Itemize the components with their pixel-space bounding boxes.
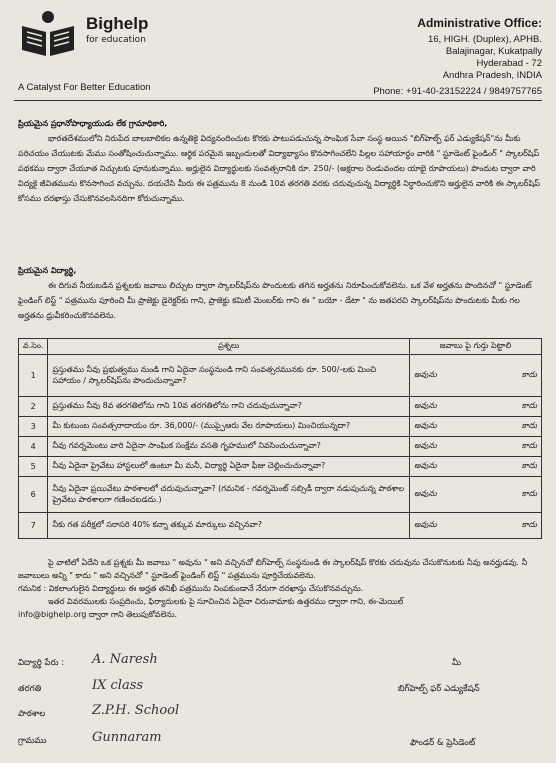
answer-yes[interactable]: అవును: [414, 401, 437, 410]
answer-no[interactable]: కాదు: [521, 401, 537, 410]
header-serial: వ.సెం.: [19, 339, 48, 355]
answer-yes[interactable]: అవును: [414, 461, 437, 470]
contact-paragraph: ఇతర వివరములకు సంప్రదించు, ఫిర్యాదులకు పై సూచించిన ఏదైనా చిరునామాకు ఉత్తరము ద్వారా గాని, ఈ-మెయిల్: [48, 597, 404, 606]
handwritten-class: IX class: [92, 678, 144, 693]
table-row: [19, 457, 542, 477]
answer-cell[interactable]: [410, 417, 542, 437]
question-text: ప్రస్తుతము నీవు 8వ తరగతిలోను గాని 10వ తరగతిలోను గాని చదువుచున్నావా?: [48, 397, 410, 417]
answer-no[interactable]: కాదు: [521, 489, 537, 498]
address-line: Hyderabad - 72: [476, 58, 542, 69]
student-paragraph: ఈ దిగువ నీయబడిన ప్రశ్నలకు జవాబు లిచ్చుట ద్వారా స్కాలర్‌షిప్‌ను పొందుటకు తగిన అర్హతను నిరూపించుకోవలెను. ఒక వేళ అర్హతను పొందినచో " స్టూడెంట్ ఫైండింగ్ లిస్ట్ " పత్రమును పూరించి మీ ప్రాజెక్టు డైరెక్టర్‌కు గాని, ప్రాజెక్టు కమిటీ మెంబర్‌కు గాని ఈ " బయో - డేటా " ను జతపరచి స్కాలర్‌షిప్‌ను పొందుటకు మీకు గల అర్హతను ధ్రువీకరించుకొనవలెను.: [18, 281, 532, 320]
header-answer: జవాబు పై గుర్తు పెట్టాలి: [410, 339, 542, 355]
table-row: [19, 355, 542, 397]
handwritten-village: Gunnaram: [92, 730, 162, 745]
row-number: 4: [19, 437, 48, 457]
office-phone: Phone: +91-40-23152224 / 9849757765: [373, 86, 542, 97]
row-number: 2: [19, 397, 48, 417]
table-header-row: [19, 339, 542, 355]
question-text: మీ కుటుంబ సంవత్సరాదాయం రూ. 36,000/- (ముప్పైఆరు వేల రూపాయలు) మించియున్నదా?: [48, 417, 410, 437]
answer-yes[interactable]: అవును: [414, 489, 437, 498]
address-line: 16, HIGH. (Duplex), APHB.: [427, 34, 542, 45]
address-line: Balajinagar, Kukatpally: [445, 46, 542, 57]
row-number: 7: [19, 513, 48, 539]
label-student-name: విద్యార్థి పేరు :: [18, 658, 65, 668]
label-school: పాఠశాల: [18, 709, 46, 719]
email-line: info@bighelp.org ద్వారా గాని తెలుపుకోవలెను.: [18, 610, 178, 619]
table-row: [19, 477, 542, 513]
label-village: గ్రామము: [18, 736, 47, 746]
question-text: నీవు ఏదైనా ప్రయివేటు పాఠశాలలో చదువుచున్నావా? (గమనిక - గవర్నమెంట్ సబ్సిడీ ద్వారా నడుపుచున్న పాఠశాల ప్రైవేటు పాఠశాలగా గణించబడదు.): [48, 477, 410, 513]
intro-paragraph: భారతదేశములోని నిరుపేద బాలబాలికల ఉన్నతికై విద్యనందించుట కొరకు పాటుపడుచున్న సాంఘిక సేవా సంస్థ అయిన "బిగ్‌హెల్ప్ ఫర్ ఎడ్యుకేషన్"ను మీకు పరిచయం చేయుటకు మేము సంతోషించుచున్నాము. ఆర్థిక పరమైన ఇబ్బందులతో విద్యాభ్యాసం కొనసాగించలేని పిల్లల సహాయార్థం వారికి " స్టూడెంట్ ఫైండింగ్ " స్కాలర్‌షిప్ పథకము ద్వారా చేయూత నిచ్చుటకు పూనుకున్నాము. అర్హులైన విద్యార్థులకు సంవత్సరానికి రూ. 250/- (అక్షరాల రెండువందల యాభై రూపాయలు) పొందుట ద్వారా వారి విద్యకై జీవితమును కొనసాగించ వచ్చును. దయచేసి మీరు ఈ పత్రమును 8 నుండి 10వ తరగతి వరకు చదువుచున్న విద్యార్థికి నిర్ధారించుకొని అర్హులైన వారికి ఈ స్కాలర్‌షిప్ కోసము దరఖాస్తు చేసుకొనవలసినదిగా కోరుచున్నాము.: [18, 134, 540, 203]
office-title: Administrative Office:: [417, 16, 542, 30]
answer-yes[interactable]: అవును: [414, 520, 437, 529]
header-divider: [14, 100, 542, 101]
answer-cell[interactable]: [410, 437, 542, 457]
brand-subtitle: for education: [86, 35, 146, 45]
signature-closing: మీ: [452, 658, 461, 668]
answer-no[interactable]: కాదు: [521, 370, 537, 379]
question-text: నీవు గవర్నమెంటు వారి ఏదైనా సాంఘిక సంక్షేమ వసతి గృహములో నివసించుచున్నావా?: [48, 437, 410, 457]
answer-cell[interactable]: [410, 355, 542, 397]
bighelp-logo-icon: [18, 8, 78, 58]
address-line: Andhra Pradesh, INDIA: [442, 70, 542, 81]
answer-no[interactable]: కాదు: [521, 441, 537, 450]
answer-cell[interactable]: [410, 457, 542, 477]
handwritten-name: A. Naresh: [92, 652, 158, 667]
tagline: A Catalyst For Better Education: [18, 82, 151, 93]
answer-cell[interactable]: [410, 477, 542, 513]
question-text: నీకు గత పరీక్షలో సరాసరి 40% కన్నా తక్కువ మార్కులు వచ్చినవా?: [48, 513, 410, 539]
answer-yes[interactable]: అవును: [414, 421, 437, 430]
row-number: 6: [19, 477, 48, 513]
row-number: 5: [19, 457, 48, 477]
answer-yes[interactable]: అవును: [414, 370, 437, 379]
table-row: [19, 513, 542, 539]
row-number: 3: [19, 417, 48, 437]
row-number: 1: [19, 355, 48, 397]
answer-no[interactable]: కాదు: [521, 421, 537, 430]
note-line: గమనిక : వికలాంగులైన విద్యార్థులు ఈ అర్హత తనిఖీ పత్రమును నింపకుండానే నేరుగా దరఖాస్తు చేసుకొనవచ్చును.: [18, 584, 364, 593]
eligibility-table: [18, 338, 542, 539]
label-class: తరగతి: [18, 684, 42, 694]
salutation-headmaster: ప్రియమైన ప్రధానోపాధ్యాయుడు లేక గ్రామాధికారి,: [18, 119, 168, 128]
answer-no[interactable]: కాదు: [521, 520, 537, 529]
signature-org: బిగ్‌హెల్ప్ ఫర్ ఎడ్యుకేషన్: [398, 684, 480, 694]
table-row: [19, 437, 542, 457]
office-address: [302, 16, 542, 82]
student-intro: [18, 263, 540, 323]
question-text: ప్రస్తుతము నీవు ప్రభుత్వము నుండి గాని ఏదైనా సంస్థనుండి గాని సంవత్సరమునకు రూ. 500/-లకు మించి సహాయం / స్కాలర్‌షిప్‌ను పొందుచున్నావా?: [48, 355, 410, 397]
answer-cell[interactable]: [410, 513, 542, 539]
answer-no[interactable]: కాదు: [521, 461, 537, 470]
handwritten-school: Z.P.H. School: [92, 703, 180, 718]
answer-yes[interactable]: అవును: [414, 441, 437, 450]
letter-intro: [18, 116, 540, 206]
salutation-student: ప్రియమైన విద్యార్థి,: [18, 266, 77, 275]
table-row: [19, 397, 542, 417]
table-row: [19, 417, 542, 437]
brand-name: Bighelp: [86, 14, 149, 33]
header-questions: ప్రశ్నలు: [48, 339, 410, 355]
answer-cell[interactable]: [410, 397, 542, 417]
signature-title: ఫౌండర్ & ప్రెసిడెంట్: [410, 738, 476, 748]
closing-text: [18, 556, 542, 621]
question-text: నీవు ఏదైనా ప్రైవేటు హాస్టలులో ఉంటూ మీ మనీ, విద్యార్థి ఏదైనా ఫీజు చెల్లించుచున్నావా?: [48, 457, 410, 477]
result-paragraph: పై వాటిలో ఏదేని ఒక ప్రశ్నకు మీ జవాబు " అవును " అని వచ్చినచో బిగ్‌హెల్ప్ సంస్థనుండి ఈ స్కాలర్‌షిప్ కొరకు చదువును చేసుకొనుటకు నీవు అనర్హుడవు. నీ జవాబులు అన్ని " కాదు " అని వచ్చినచో " స్టూడెంట్ ఫైండింగ్ లిస్ట్ " పత్రమును పూర్తిచేయవలెను.: [18, 558, 528, 580]
